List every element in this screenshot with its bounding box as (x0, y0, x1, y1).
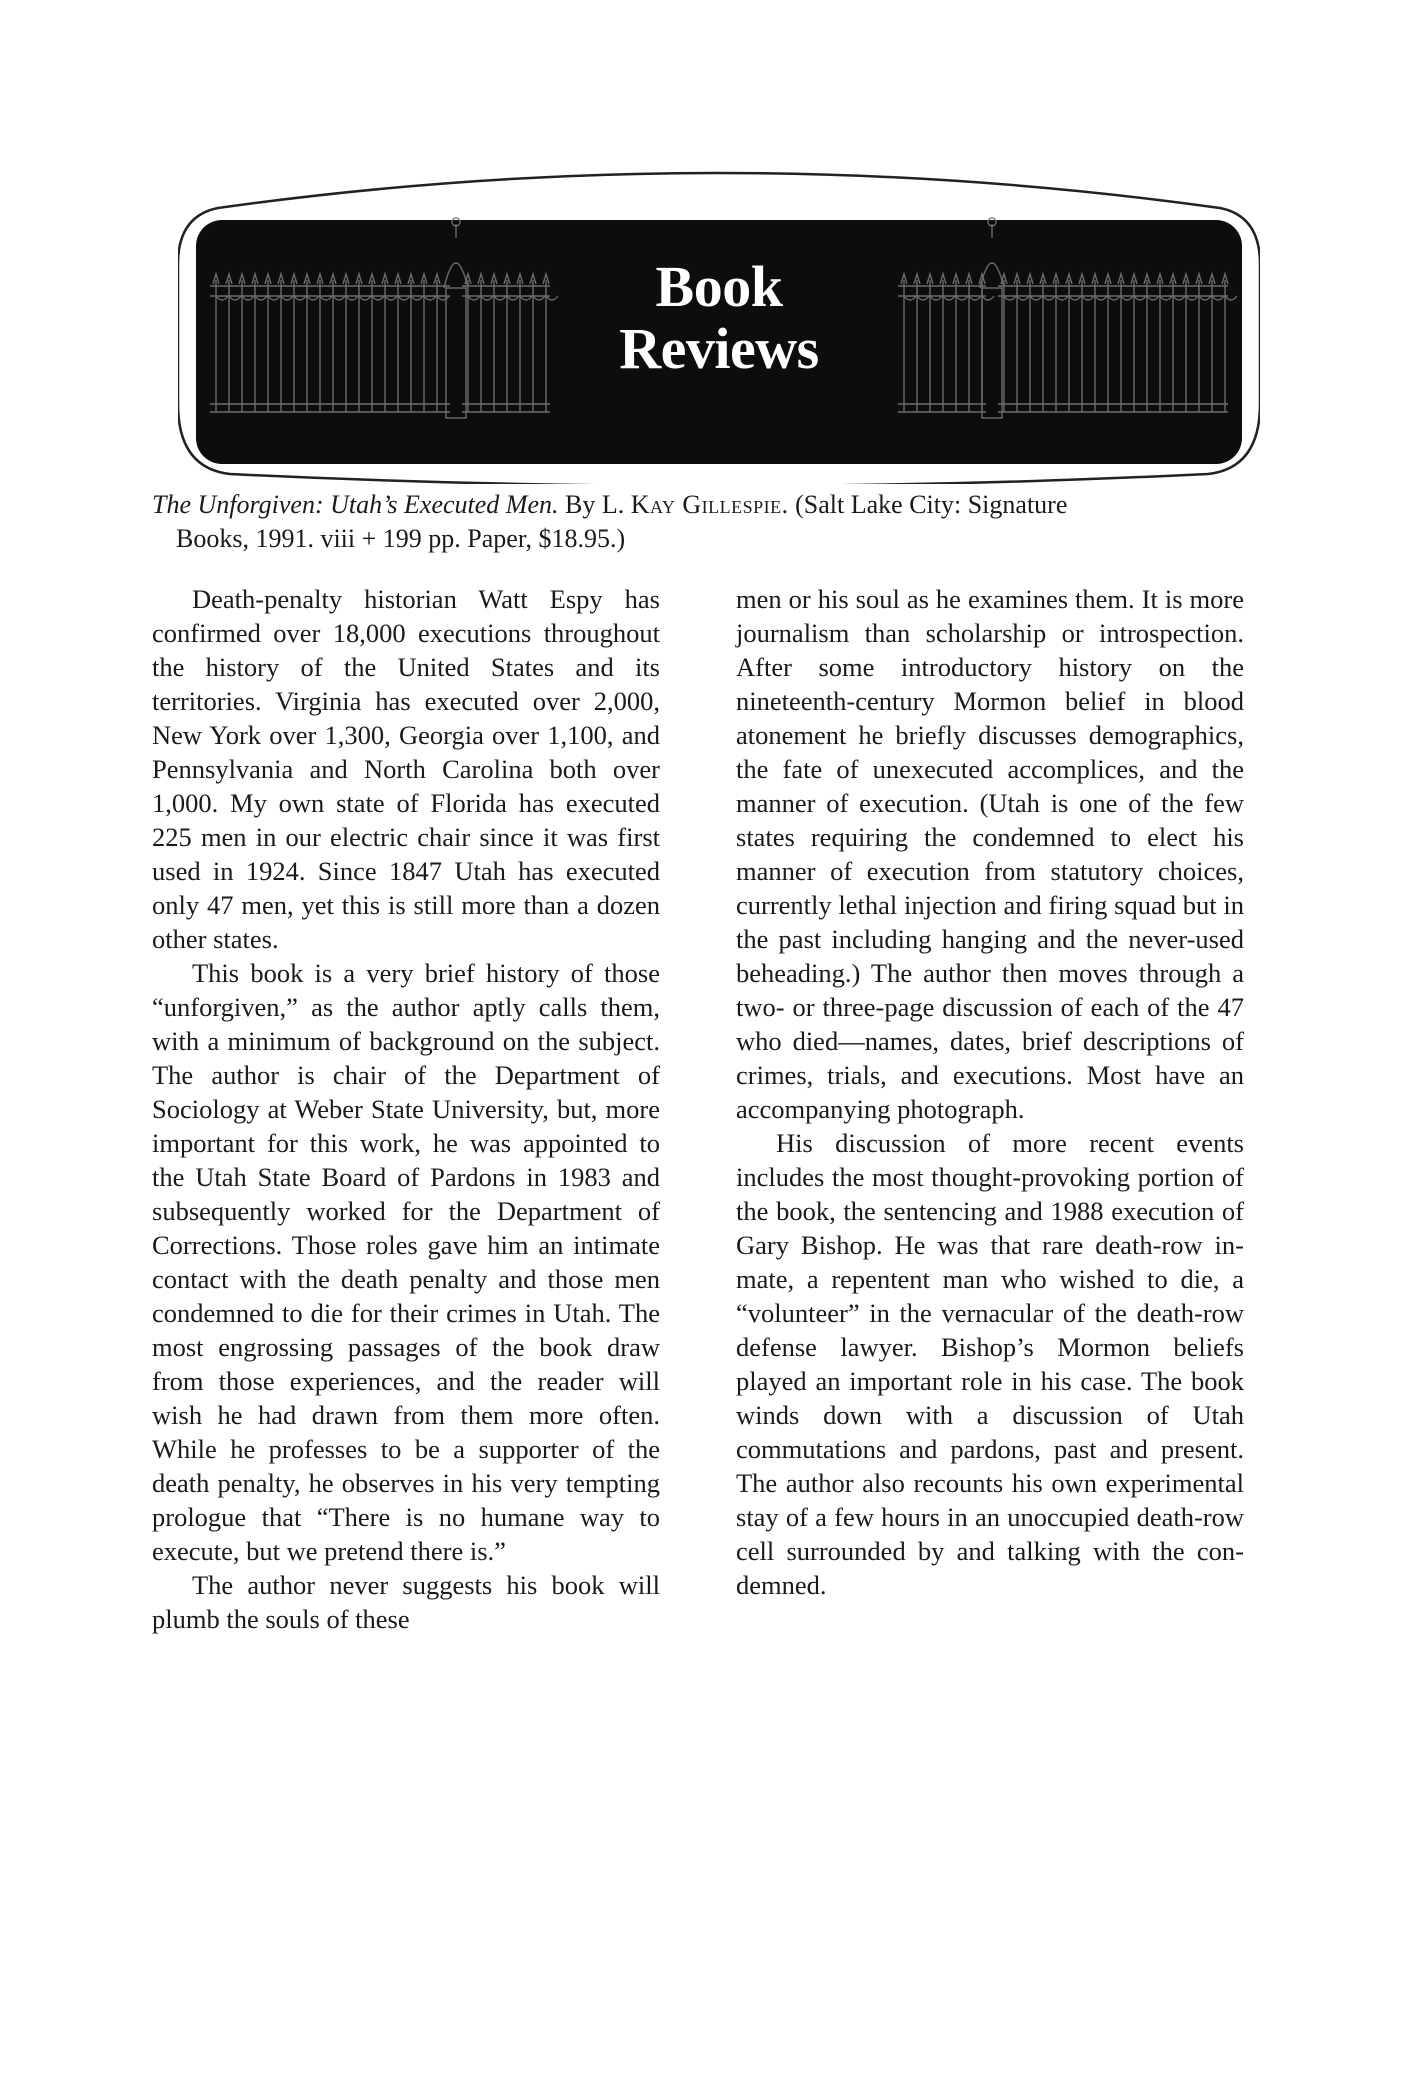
book-reviews-banner (178, 168, 1260, 484)
publication-info-line-1: (Salt Lake City: Signature (795, 490, 1068, 519)
book-title: The Unforgiven: Utah’s Executed Men. (152, 490, 559, 519)
paragraph: This book is a very brief history of those “unforgiven,” as the author aptly calls them, with a minimum of background on the subject. The author is chair of the Department of Sociology at Weber State University, but, more important for this work, he was appointed to the Utah State Board of Pardons in 1983 and subsequently worked for the Department of Corrections. Those roles gave him an intimate contact with the death penalty and those men condemned to die for their crimes in Utah. The most engrossing passages of the book draw from those experiences, and the reader will wish he had drawn from them more often. While he professes to be a supporter of the death penalty, he observes in his very tempting prologue that “There is no humane way to execute, but we pretend there is.” (152, 958, 660, 1566)
banner-title-line-1: Book (655, 254, 783, 319)
review-column-left (152, 582, 660, 1636)
book-citation (152, 488, 1262, 556)
paragraph: His discussion of more recent events includes the most thought-provoking portion of the book, the sentencing and 1988 execution of Gary Bishop. He was that rare death-row inmate, a repentent man who wished to die, a “volunteer” in the vernacular of the death-row defense lawyer. Bishop’s Mormon beliefs played an important role in his case. The book winds down with a discussion of Utah commutations and pardons, past and present. The author also recounts his own experimental stay of a few hours in an unoccupied death-row cell surrounded by and talking with the condemned. (736, 1128, 1244, 1600)
by-label: By L. (565, 490, 625, 519)
paragraph: Death-penalty historian Watt Espy has confirmed over 18,000 executions throughout the history of the United States and its territories. Virginia has executed over 2,000, New York over 1,300, Georgia over 1,100, and Pennsylvania and North Carolina both over 1,000. My own state of Florida has executed 225 men in our electric chair since it was first used in 1924. Since 1847 Utah has executed only 47 men, yet this is still more than a dozen other states. (152, 584, 660, 954)
review-column-right (736, 582, 1244, 1602)
publication-info-line-2: Books, 1991. viii + 199 pp. Paper, $18.95.) (176, 524, 626, 553)
banner-title-line-2: Reviews (619, 316, 819, 381)
book-author: Kay Gillespie. (630, 490, 789, 519)
paragraph: men or his soul as he examines them. It is more journalism than scholarship or introspection. After some introductory history on the nineteenth-century Mormon belief in blood atonement he briefly discusses demographics, the fate of unexecuted accomplices, and the manner of execution. (Utah is one of the few states requiring the condemned to elect his manner of execution from statutory choices, currently lethal injection and firing squad but in the past including hanging and the never-used beheading.) The author then moves through a two- or three-page discussion of each of the 47 who died—names, dates, brief descriptions of crimes, trials, and executions. Most have an accompanying photograph. (736, 584, 1244, 1124)
paragraph: The author never suggests his book will plumb the souls of these (152, 1570, 660, 1634)
